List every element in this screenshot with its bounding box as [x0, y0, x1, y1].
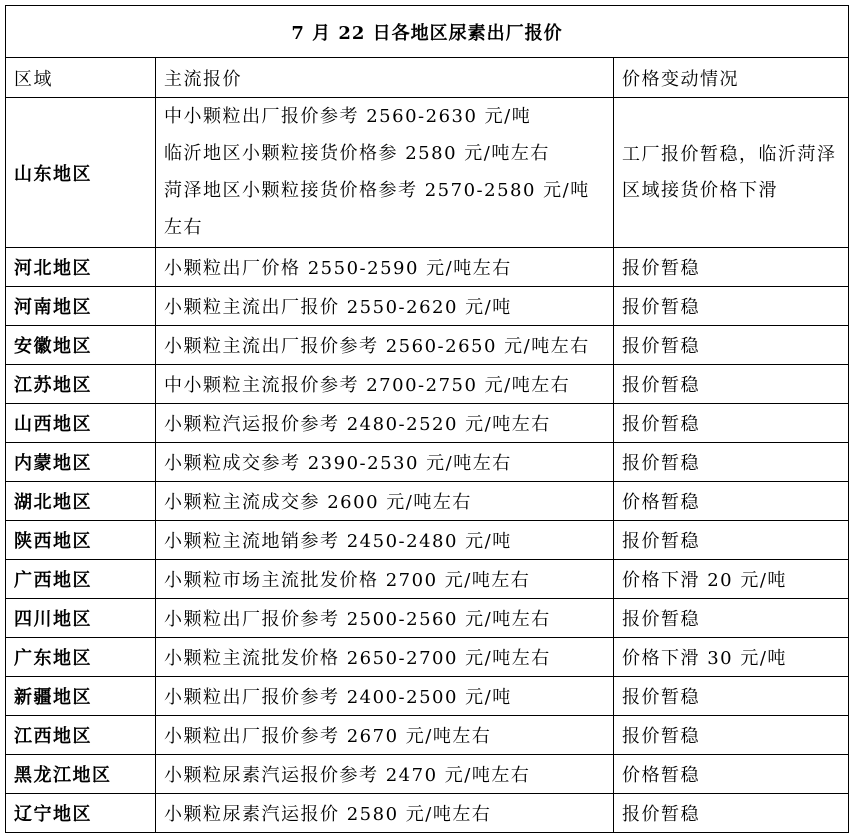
header-change: 价格变动情况	[614, 58, 849, 98]
change-cell: 报价暂稳	[614, 287, 849, 326]
change-cell: 价格暂稳	[614, 755, 849, 794]
change-cell: 报价暂稳	[614, 521, 849, 560]
table-title: 7 月 22 日各地区尿素出厂报价	[6, 6, 849, 58]
change-cell: 报价暂稳	[614, 794, 849, 833]
table-row	[6, 482, 849, 521]
table-row	[6, 365, 849, 404]
price-cell: 小颗粒出厂报价参考 2670 元/吨左右	[156, 716, 614, 755]
table-row	[6, 755, 849, 794]
region-cell: 山东地区	[6, 98, 156, 248]
change-cell: 报价暂稳	[614, 443, 849, 482]
price-cell	[156, 98, 614, 248]
region-cell: 黑龙江地区	[6, 755, 156, 794]
table-row	[6, 638, 849, 677]
table-row	[6, 794, 849, 833]
table-row-shandong	[6, 98, 849, 248]
table-row	[6, 443, 849, 482]
price-cell: 小颗粒主流地销参考 2450-2480 元/吨	[156, 521, 614, 560]
price-cell: 小颗粒成交参考 2390-2530 元/吨左右	[156, 443, 614, 482]
price-cell: 小颗粒汽运报价参考 2480-2520 元/吨左右	[156, 404, 614, 443]
change-cell: 报价暂稳	[614, 326, 849, 365]
price-cell: 小颗粒尿素汽运报价参考 2470 元/吨左右	[156, 755, 614, 794]
region-cell: 山西地区	[6, 404, 156, 443]
change-cell: 报价暂稳	[614, 599, 849, 638]
change-cell: 报价暂稳	[614, 248, 849, 287]
region-cell: 辽宁地区	[6, 794, 156, 833]
table-row	[6, 248, 849, 287]
table-title-row	[6, 6, 849, 58]
region-cell: 四川地区	[6, 599, 156, 638]
table-row	[6, 716, 849, 755]
change-cell: 工厂报价暂稳，临沂菏泽区域接货价格下滑	[614, 98, 849, 248]
table-row	[6, 599, 849, 638]
change-cell: 报价暂稳	[614, 365, 849, 404]
region-cell: 湖北地区	[6, 482, 156, 521]
region-cell: 江西地区	[6, 716, 156, 755]
region-cell: 广西地区	[6, 560, 156, 599]
header-price: 主流报价	[156, 58, 614, 98]
region-cell: 陕西地区	[6, 521, 156, 560]
price-cell: 小颗粒主流出厂报价参考 2560-2650 元/吨左右	[156, 326, 614, 365]
price-cell: 小颗粒出厂价格 2550-2590 元/吨左右	[156, 248, 614, 287]
region-cell: 河北地区	[6, 248, 156, 287]
region-cell: 安徽地区	[6, 326, 156, 365]
price-cell: 小颗粒出厂报价参考 2400-2500 元/吨	[156, 677, 614, 716]
price-line: 中小颗粒出厂报价参考 2560-2630 元/吨	[164, 106, 532, 127]
table-row	[6, 521, 849, 560]
price-cell: 中小颗粒主流报价参考 2700-2750 元/吨左右	[156, 365, 614, 404]
price-line: 临沂地区小颗粒接货价格参 2580 元/吨左右	[164, 143, 550, 164]
region-cell: 江苏地区	[6, 365, 156, 404]
region-cell: 河南地区	[6, 287, 156, 326]
change-cell: 价格下滑 30 元/吨	[614, 638, 849, 677]
table-header-row	[6, 58, 849, 98]
region-cell: 广东地区	[6, 638, 156, 677]
price-cell: 小颗粒主流成交参 2600 元/吨左右	[156, 482, 614, 521]
region-cell: 内蒙地区	[6, 443, 156, 482]
price-line: 菏泽地区小颗粒接货价格参考 2570-2580 元/吨左右	[164, 180, 590, 238]
table-row	[6, 404, 849, 443]
table-row	[6, 326, 849, 365]
change-cell: 报价暂稳	[614, 716, 849, 755]
table-row	[6, 677, 849, 716]
change-cell: 价格暂稳	[614, 482, 849, 521]
price-cell: 小颗粒市场主流批发价格 2700 元/吨左右	[156, 560, 614, 599]
change-cell: 报价暂稳	[614, 404, 849, 443]
price-cell: 小颗粒主流批发价格 2650-2700 元/吨左右	[156, 638, 614, 677]
table-row	[6, 287, 849, 326]
price-table	[5, 5, 849, 833]
header-region: 区域	[6, 58, 156, 98]
table-row	[6, 560, 849, 599]
change-cell: 价格下滑 20 元/吨	[614, 560, 849, 599]
price-cell: 小颗粒出厂报价参考 2500-2560 元/吨左右	[156, 599, 614, 638]
region-cell: 新疆地区	[6, 677, 156, 716]
change-cell: 报价暂稳	[614, 677, 849, 716]
price-cell: 小颗粒尿素汽运报价 2580 元/吨左右	[156, 794, 614, 833]
price-cell: 小颗粒主流出厂报价 2550-2620 元/吨	[156, 287, 614, 326]
